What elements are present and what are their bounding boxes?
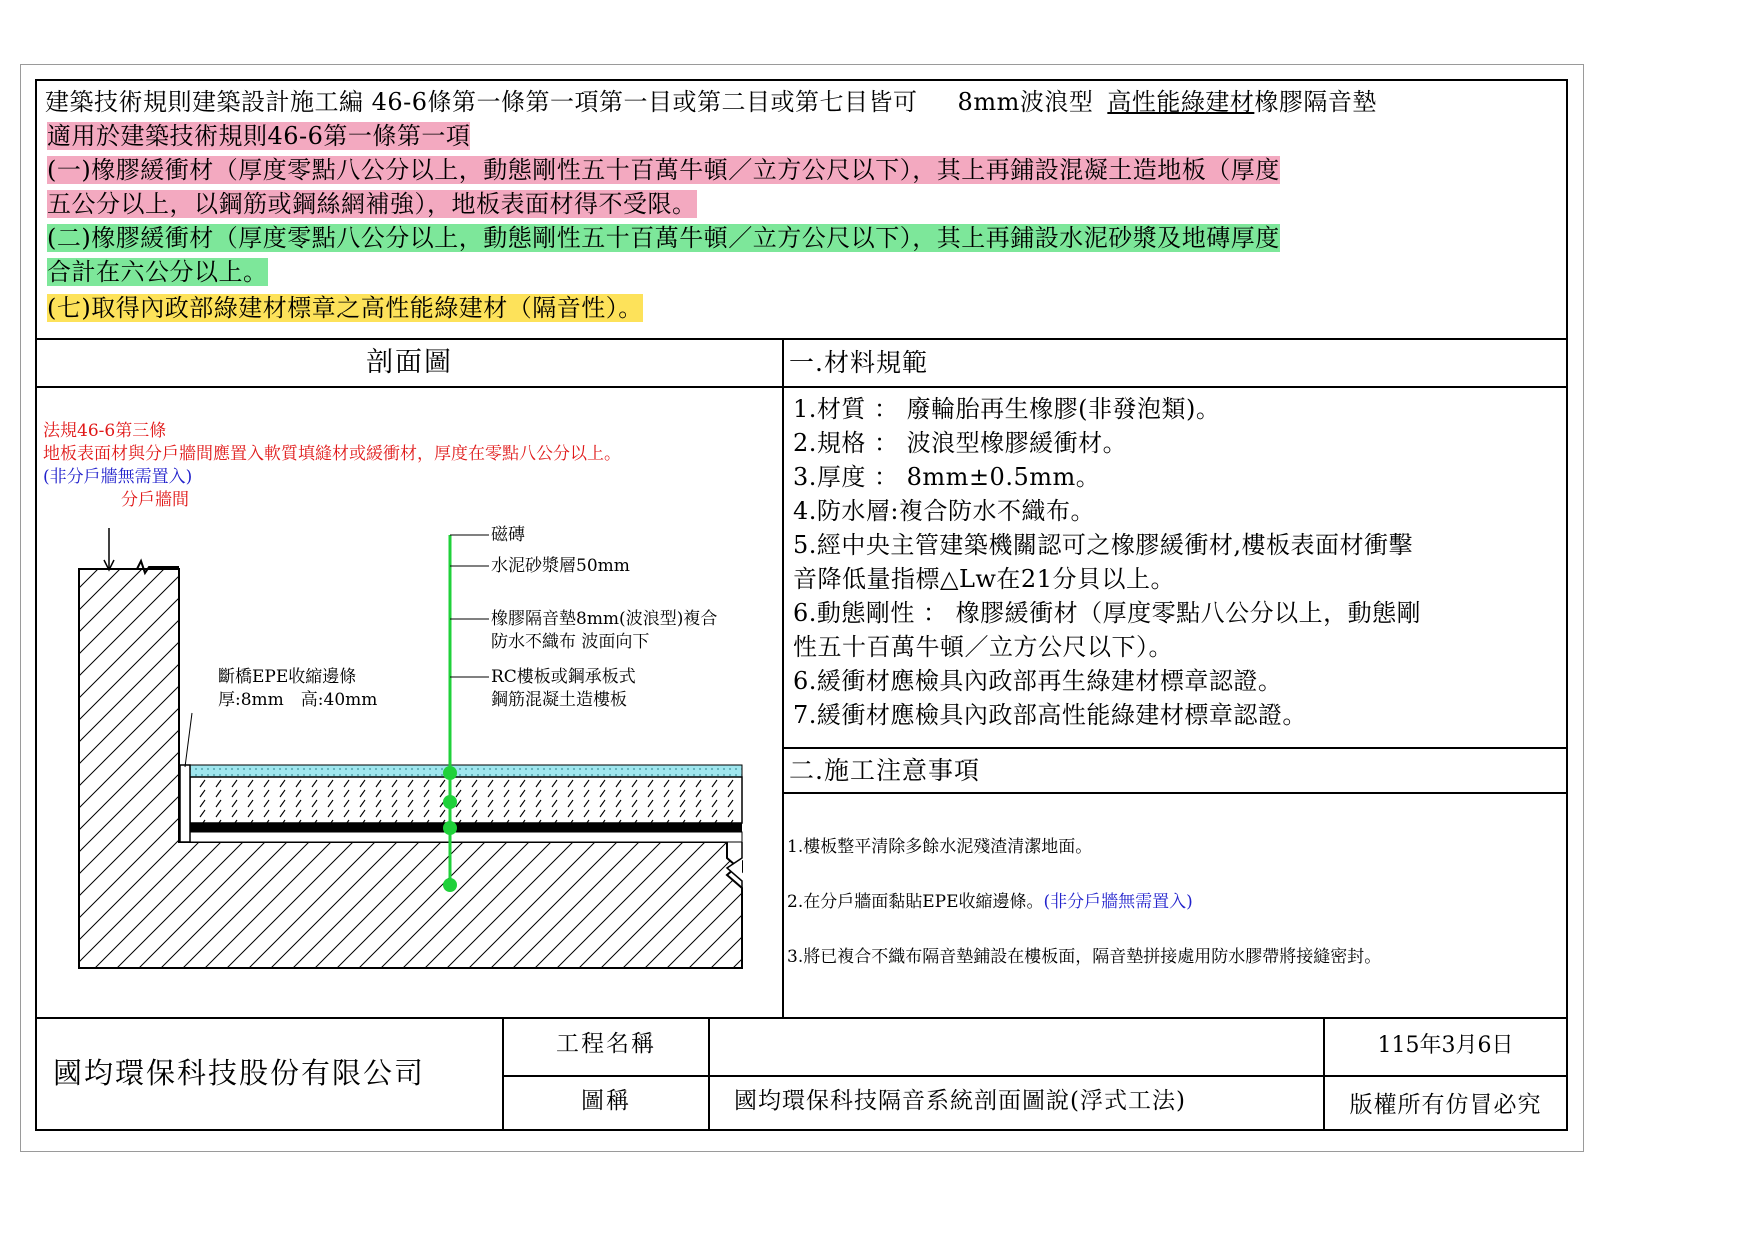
construction-step-3: 3.將已複合不織布隔音墊鋪設在樓板面，隔音墊拼接處用防水膠帶將接縫密封。 (787, 947, 1382, 967)
leader-dot-tile (443, 766, 457, 780)
company-name: 國均環保科技股份有限公司 (53, 1056, 426, 1090)
clause-7: (七)取得內政部綠建材標章之高性能綠建材（隔音性）。 (47, 294, 643, 322)
construction-step-2-line (787, 887, 1193, 912)
copyright-notice: 版權所有仿冒必究 (1349, 1092, 1542, 1118)
materials-item-6a: 6.動態剛性 ： 橡膠緩衝材（厚度零點八公分以上，動態剛 (793, 599, 1422, 627)
section-drawing (37, 388, 782, 1017)
drawing-frame (35, 79, 1568, 1131)
materials-item-3: 3.厚度 ： 8mm±0.5mm。 (793, 463, 1101, 491)
label-rc-2: 鋼筋混凝土造樓板 (491, 690, 627, 710)
law-note: (非分戶牆無需置入) (43, 467, 193, 487)
clause-1-line-a: (一)橡膠緩衝材（厚度零點八公分以上，動態剛性五十百萬牛頓／立方公尺以下），其上再鋪設混凝土造地板（厚度 (47, 156, 1280, 184)
tile-layer (182, 765, 742, 777)
product-grade: 高性能綠建材 (1107, 88, 1255, 116)
label-mortar: 水泥砂漿層50mm (491, 556, 630, 576)
clause-1-line-b: 五公分以上，以鋼筋或鋼絲網補強），地板表面材得不受限。 (47, 190, 697, 218)
materials-item-5b: 音降低量指標△Lw在21分貝以上。 (793, 565, 1175, 593)
waterproof-layer (190, 832, 742, 842)
label-epe-2: 厚:8mm 高:40mm (218, 690, 378, 710)
materials-item-6b: 性五十百萬牛頓／立方公尺以下）。 (793, 633, 1173, 661)
drawing-name-label: 圖稱 (581, 1088, 631, 1114)
center-divider (782, 338, 784, 1017)
header-line-1 (45, 87, 1377, 117)
drawing-date: 115年3月6日 (1377, 1033, 1514, 1058)
construction-step-2-note: (非分戶牆無需置入) (1043, 892, 1193, 912)
wall-label: 分戶牆間 (121, 490, 189, 510)
label-tile: 磁磚 (491, 525, 525, 545)
materials-item-4: 4.防水層:複合防水不織布。 (793, 497, 1095, 525)
law-title: 法規46-6第三條 (43, 421, 167, 441)
materials-item-2: 2.規格 ： 波浪型橡膠緩衝材。 (793, 429, 1128, 457)
epe-edge-strip (180, 765, 190, 842)
materials-item-7: 7.緩衝材應檢具內政部高性能綠建材標章認證。 (793, 701, 1307, 729)
leader-dot-slab (443, 878, 457, 892)
leader-dot-mortar (443, 795, 457, 809)
materials-title: 一.材料規範 (789, 348, 928, 377)
section-title: 剖面圖 (366, 347, 453, 378)
materials-item-5a: 5.經中央主管建築機關認可之橡膠緩衝材,樓板表面材衝擊 (793, 531, 1414, 559)
applicability-note: 適用於建築技術規則46-6第一條第一項 (47, 122, 471, 150)
construction-step-2: 2.在分戶牆面黏貼EPE收縮邊條。 (787, 892, 1044, 912)
label-pad-2: 防水不織布 波面向下 (491, 632, 650, 652)
construction-title: 二.施工注意事項 (789, 756, 980, 785)
label-pad-1: 橡膠隔音墊8mm(波浪型)複合 (491, 609, 718, 629)
construction-step-1: 1.樓板整平清除多餘水泥殘渣清潔地面。 (787, 837, 1093, 857)
clause-2-line-a: (二)橡膠緩衝材（厚度零點八公分以上，動態剛性五十百萬牛頓／立方公尺以下），其上再鋪設水泥砂漿及地磚厚度 (47, 224, 1280, 252)
leader-dot-pad (443, 821, 457, 835)
label-epe-1: 斷橋EPE收縮邊條 (218, 667, 357, 687)
law-text: 地板表面材與分戶牆間應置入軟質填縫材或緩衝材，厚度在零點八公分以上。 (43, 444, 621, 464)
materials-item-6c: 6.緩衝材應檢具內政部再生綠建材標章認證。 (793, 667, 1283, 695)
mortar-layer (190, 777, 742, 823)
materials-list (793, 392, 1421, 732)
regulation-reference: 建築技術規則建築設計施工編 46-6條第一條第一項第一目或第二目或第七目皆可 (45, 88, 918, 116)
project-name-value (710, 1017, 1323, 1075)
materials-item-1: 1.材質 ： 廢輪胎再生橡膠(非發泡類)。 (793, 395, 1221, 423)
clause-2-line-b: 合計在六公分以上。 (47, 258, 268, 286)
product-type: 8mm波浪型 (957, 88, 1094, 116)
drawing-name-value: 國均環保科技隔音系統剖面圖說(浮式工法) (734, 1088, 1186, 1114)
product-name: 橡膠隔音墊 (1254, 88, 1377, 116)
rubber-pad-layer (190, 823, 742, 832)
label-rc-1: RC樓板或鋼承板式 (491, 667, 636, 687)
construction-title-divider (782, 792, 1566, 794)
project-name-label: 工程名稱 (556, 1031, 656, 1057)
